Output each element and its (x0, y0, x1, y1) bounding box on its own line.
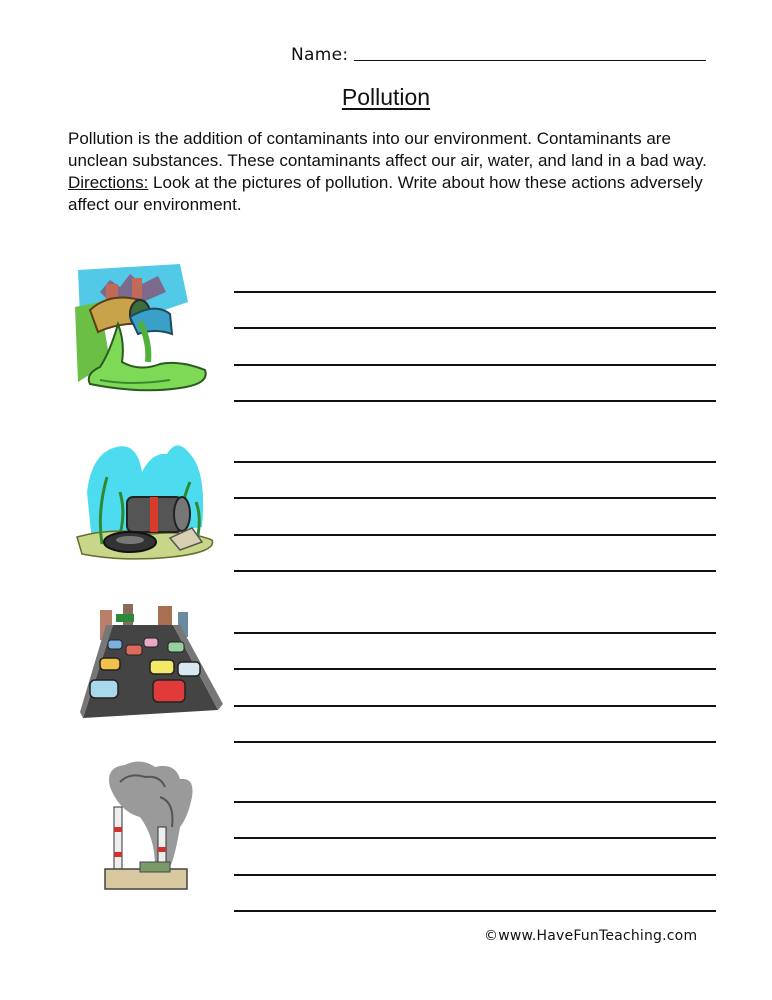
writing-line[interactable] (234, 327, 716, 329)
writing-lines-group-3[interactable] (234, 632, 716, 748)
intro-paragraph: Pollution is the addition of contaminants into our environment. Contaminants are unclean substances. These contaminants affect our air, water, and land in a bad way. (68, 129, 707, 170)
name-label: Name: (291, 45, 349, 65)
writing-line[interactable] (234, 291, 716, 293)
name-blank-line[interactable] (354, 46, 706, 61)
page-title: Pollution (341, 84, 431, 110)
intro-text (68, 128, 718, 216)
directions-text: Look at the pictures of pollution. Write about how these actions adversely affect our environment. (68, 173, 703, 214)
writing-line[interactable] (234, 910, 716, 912)
writing-line[interactable] (234, 668, 716, 670)
factory-pipe-wastewater-icon (70, 262, 218, 397)
writing-line[interactable] (234, 364, 716, 366)
writing-line[interactable] (234, 400, 716, 402)
writing-line[interactable] (234, 497, 716, 499)
writing-line[interactable] (234, 570, 716, 572)
writing-lines-group-4[interactable] (234, 801, 716, 917)
writing-line[interactable] (234, 534, 716, 536)
directions (68, 172, 718, 216)
writing-line[interactable] (234, 837, 716, 839)
writing-line[interactable] (234, 741, 716, 743)
writing-line[interactable] (234, 874, 716, 876)
directions-label: Directions: (68, 173, 149, 192)
writing-line[interactable] (234, 705, 716, 707)
writing-line[interactable] (234, 461, 716, 463)
writing-lines-group-1[interactable] (234, 291, 716, 407)
name-field (291, 45, 706, 65)
smokestack-smoke-icon (100, 757, 248, 892)
writing-line[interactable] (234, 632, 716, 634)
writing-lines-group-2[interactable] (234, 461, 716, 577)
writing-line[interactable] (234, 801, 716, 803)
traffic-jam-cars-icon (78, 600, 226, 735)
ocean-barrel-tire-trash-icon (72, 432, 220, 567)
copyright-footer: ©www.HaveFunTeaching.com (484, 928, 698, 944)
